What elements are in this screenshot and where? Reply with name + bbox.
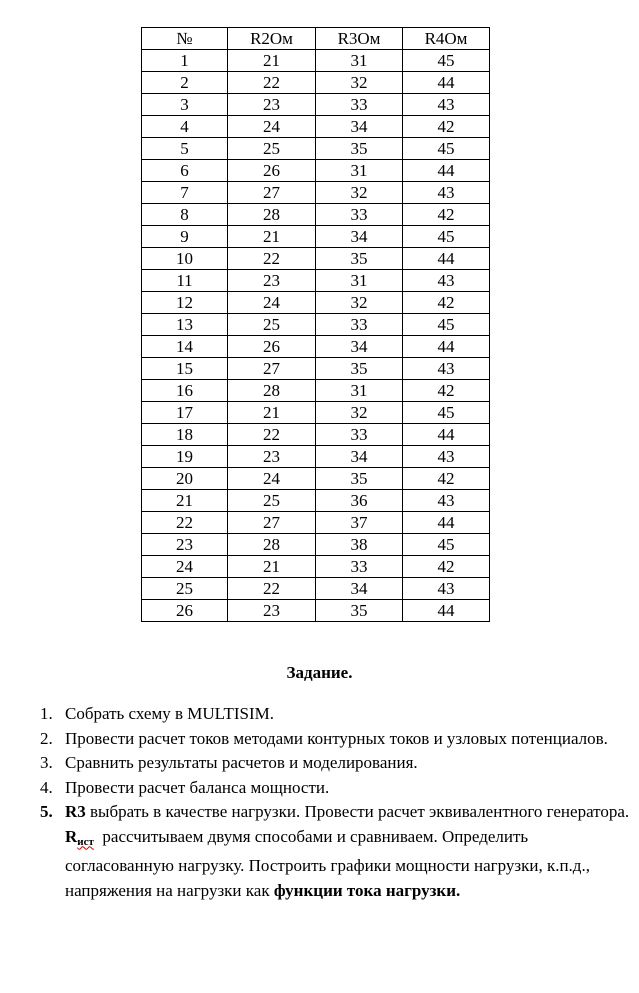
table-cell: 26: [228, 160, 316, 182]
table-cell: 22: [228, 248, 316, 270]
table-row: [142, 578, 490, 600]
table-cell: 44: [403, 72, 490, 94]
table-cell: 34: [316, 226, 403, 248]
item-number: 5.: [40, 802, 53, 821]
table-cell: 43: [403, 270, 490, 292]
table-cell: 27: [228, 358, 316, 380]
header-r4: R4Ом: [403, 28, 490, 50]
task-title: Задание.: [286, 663, 353, 682]
table-cell: 37: [316, 512, 403, 534]
table-cell: 26: [142, 600, 228, 622]
table-cell: 45: [403, 402, 490, 424]
table-cell: 38: [316, 534, 403, 556]
table-row: [142, 72, 490, 94]
table-cell: 33: [316, 94, 403, 116]
table-row: [142, 490, 490, 512]
table-cell: 17: [142, 402, 228, 424]
table-cell: 15: [142, 358, 228, 380]
table-row: [142, 336, 490, 358]
table-cell: 31: [316, 160, 403, 182]
table-cell: 33: [316, 556, 403, 578]
table-cell: 35: [316, 600, 403, 622]
table-cell: 33: [316, 204, 403, 226]
item-text: Провести расчет баланса мощности.: [65, 777, 330, 797]
item-text: Провести расчет токов методами контурных токов и узловых потенциалов.: [65, 728, 608, 748]
table-row: [142, 512, 490, 534]
table-cell: 33: [316, 424, 403, 446]
table-cell: 22: [142, 512, 228, 534]
table-cell: 23: [142, 534, 228, 556]
table-cell: 21: [228, 226, 316, 248]
table-cell: 36: [316, 490, 403, 512]
table-cell: 2: [142, 72, 228, 94]
table-row: [142, 270, 490, 292]
task-item: [40, 751, 630, 776]
table-cell: 42: [403, 380, 490, 402]
resistance-table: [141, 27, 490, 622]
table-row: [142, 534, 490, 556]
table-row: [142, 248, 490, 270]
item-number: 1.: [40, 704, 53, 723]
table-cell: 45: [403, 314, 490, 336]
table-cell: 12: [142, 292, 228, 314]
header-number: №: [142, 28, 228, 50]
table-cell: 28: [228, 380, 316, 402]
table-cell: 28: [228, 204, 316, 226]
table-cell: 18: [142, 424, 228, 446]
table-cell: 24: [228, 292, 316, 314]
table-cell: 42: [403, 556, 490, 578]
table-cell: 43: [403, 94, 490, 116]
table-cell: 45: [403, 534, 490, 556]
table-cell: 34: [316, 446, 403, 468]
task-item: [40, 776, 630, 801]
table-cell: 8: [142, 204, 228, 226]
task-item: [40, 727, 630, 752]
table-cell: 21: [228, 50, 316, 72]
item-text: рассчитываем двумя способами и сравниваем. Определить согласованную нагрузку. Построить графики мощности нагрузки, к.п.д., напряжения на нагрузки как: [65, 826, 595, 900]
table-cell: 7: [142, 182, 228, 204]
table-cell: 43: [403, 578, 490, 600]
table-cell: 31: [316, 270, 403, 292]
table-cell: 42: [403, 292, 490, 314]
table-cell: 11: [142, 270, 228, 292]
table-cell: 4: [142, 116, 228, 138]
table-cell: 35: [316, 248, 403, 270]
table-cell: 42: [403, 204, 490, 226]
table-cell: 24: [228, 468, 316, 490]
table-row: [142, 314, 490, 336]
table-cell: 20: [142, 468, 228, 490]
table-cell: 27: [228, 182, 316, 204]
table-cell: 25: [228, 138, 316, 160]
table-row: [142, 358, 490, 380]
table-row: [142, 556, 490, 578]
table-cell: 32: [316, 402, 403, 424]
table-row: [142, 292, 490, 314]
table-cell: 21: [228, 556, 316, 578]
table-header-row: [142, 28, 490, 50]
table-cell: 24: [228, 116, 316, 138]
table-cell: 23: [228, 600, 316, 622]
item-bold-end: функции тока нагрузки.: [273, 880, 461, 900]
item-r-subscript: ист: [77, 835, 94, 848]
table-row: [142, 402, 490, 424]
table-cell: 26: [228, 336, 316, 358]
table-cell: 31: [316, 50, 403, 72]
table-cell: 25: [228, 490, 316, 512]
table-cell: 25: [228, 314, 316, 336]
table-cell: 5: [142, 138, 228, 160]
table-cell: 24: [142, 556, 228, 578]
table-cell: 25: [142, 578, 228, 600]
table-cell: 31: [316, 380, 403, 402]
header-r3: R3Ом: [316, 28, 403, 50]
table-row: [142, 182, 490, 204]
table-cell: 32: [316, 72, 403, 94]
table-cell: 44: [403, 248, 490, 270]
table-row: [142, 424, 490, 446]
table-cell: 23: [228, 270, 316, 292]
task-list: [40, 702, 630, 903]
item-number: 3.: [40, 753, 53, 772]
table-cell: 6: [142, 160, 228, 182]
table-row: [142, 446, 490, 468]
table-cell: 43: [403, 490, 490, 512]
item-text: Собрать схему в MULTISIM.: [65, 704, 274, 723]
table-cell: 23: [228, 446, 316, 468]
table-cell: 44: [403, 600, 490, 622]
table-cell: 28: [228, 534, 316, 556]
table-row: [142, 600, 490, 622]
table-row: [142, 116, 490, 138]
table-cell: 34: [316, 336, 403, 358]
table-cell: 45: [403, 50, 490, 72]
table-row: [142, 204, 490, 226]
item-number: 4.: [40, 777, 53, 797]
table-cell: 19: [142, 446, 228, 468]
table-cell: 33: [316, 314, 403, 336]
table-cell: 43: [403, 182, 490, 204]
table-cell: 16: [142, 380, 228, 402]
header-r2: R2Ом: [228, 28, 316, 50]
table-row: [142, 226, 490, 248]
table-cell: 43: [403, 358, 490, 380]
table-row: [142, 468, 490, 490]
table-cell: 3: [142, 94, 228, 116]
table-cell: 22: [228, 72, 316, 94]
table-cell: 35: [316, 358, 403, 380]
table-cell: 45: [403, 138, 490, 160]
table-cell: 45: [403, 226, 490, 248]
task-item: [40, 702, 630, 727]
table-cell: 23: [228, 94, 316, 116]
item-bold-r3: R3: [65, 802, 86, 821]
table-cell: 44: [403, 424, 490, 446]
table-cell: 14: [142, 336, 228, 358]
table-cell: 44: [403, 512, 490, 534]
table-row: [142, 138, 490, 160]
task-item: [40, 800, 630, 903]
table-cell: 1: [142, 50, 228, 72]
table-cell: 32: [316, 182, 403, 204]
table-cell: 34: [316, 578, 403, 600]
table-cell: 34: [316, 116, 403, 138]
item-text: Сравнить результаты расчетов и моделирования.: [65, 753, 418, 772]
table-row: [142, 380, 490, 402]
item-text: выбрать в качестве нагрузки. Провести расчет эквивалентного генератора.: [85, 802, 630, 821]
table-cell: 13: [142, 314, 228, 336]
table-cell: 44: [403, 160, 490, 182]
table-cell: 21: [228, 402, 316, 424]
item-r-symbol: R: [65, 826, 78, 846]
table-cell: 32: [316, 292, 403, 314]
table-cell: 22: [228, 578, 316, 600]
table-cell: 22: [228, 424, 316, 446]
table-cell: 43: [403, 446, 490, 468]
table-cell: 21: [142, 490, 228, 512]
table-cell: 35: [316, 138, 403, 160]
table-row: [142, 50, 490, 72]
item-number: 2.: [40, 728, 53, 748]
table-cell: 27: [228, 512, 316, 534]
table-cell: 35: [316, 468, 403, 490]
table-cell: 42: [403, 468, 490, 490]
table-cell: 42: [403, 116, 490, 138]
table-cell: 9: [142, 226, 228, 248]
table-row: [142, 94, 490, 116]
table-row: [142, 160, 490, 182]
table-cell: 10: [142, 248, 228, 270]
table-cell: 44: [403, 336, 490, 358]
